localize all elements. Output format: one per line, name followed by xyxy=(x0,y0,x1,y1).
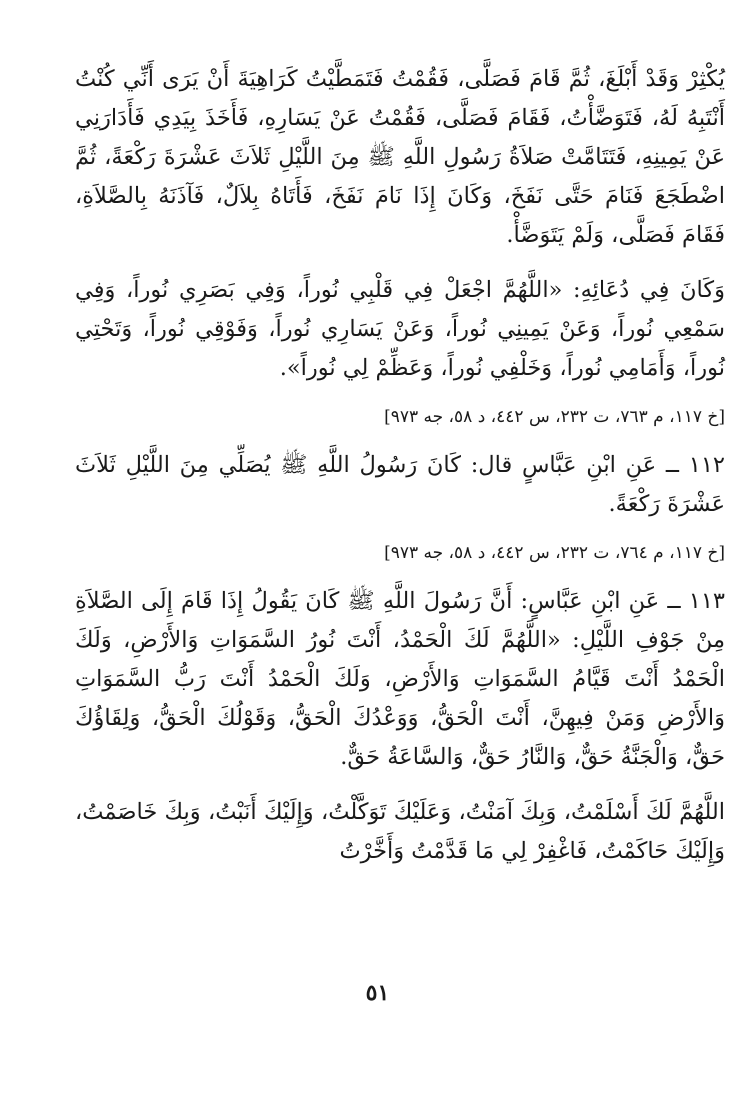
source-reference: [خ ١١٧، م ٧٦٤، ت ٢٣٢، س ٤٤٢، د ٥٨، جه ٩٧٣] xyxy=(384,543,725,563)
source-reference: [خ ١١٧، م ٧٦٣، ت ٢٣٢، س ٤٤٢، د ٥٨، جه ٩٧٣] xyxy=(384,407,725,427)
paragraph-dua: وَكَانَ فِي دُعَائِهِ: «اللَّهُمَّ اجْعَلْ فِي قَلْبِي نُوراً، وَفِي بَصَرِي نُوراً، وَفِي سَمْعِي نُوراً، وَعَنْ يَمِينِي نُوراً، وَعَنْ يَسَارِي نُوراً، وَفَوْقِي نُوراً، وَتَحْتِي نُوراً، وَأَمَامِي نُوراً، وَخَلْفِي نُوراً، وَعَظِّمْ لِي نُوراً». xyxy=(75,277,725,381)
hadith-112: ١١٢ ــ عَنِ ابْنِ عَبَّاسٍ قال: كَانَ رَسُولُ اللَّهِ ﷺ يُصَلِّي مِنَ اللَّيْلِ ثَلاَثَ عَشْرَةَ رَكْعَةً. xyxy=(75,452,725,517)
paragraph-hadith-continuation: يُكْثِرْ وَقَدْ أَبْلَغَ، ثُمَّ قَامَ فَصَلَّى، فَقُمْتُ فَتَمَطَّيْتُ كَرَاهِيَةَ أَنْ يَرَى أَنِّي كُنْتُ أَنْتَبِهُ لَهُ، فَتَوَضَّأْتُ، فَقَامَ فَصَلَّى، فَقُمْتُ عَنْ يَسَارِهِ، فَأَخَذَ بِيَدِي فَأَدَارَنِي عَنْ يَمِينِهِ، فَتَتَامَّتْ صَلاَةُ رَسُولِ اللَّهِ ﷺ مِنَ اللَّيْلِ ثَلاَثَ عَشْرَةَ رَكْعَةً، ثُمَّ اضْطَجَعَ فَنَامَ حَتَّى نَفَخَ، وَكَانَ إِذَا نَامَ نَفَخَ، فَأَتَاهُ بِلاَلٌ، فَآذَنَهُ بِالصَّلاَةِ، فَقَامَ فَصَلَّى، وَلَمْ يَتَوَضَّأْ. xyxy=(75,66,725,248)
hadith-113: ١١٣ ــ عَنِ ابْنِ عَبَّاسٍ: أَنَّ رَسُولَ اللَّهِ ﷺ كَانَ يَقُولُ إِذَا قَامَ إِلَى الصَّلاَةِ مِنْ جَوْفِ اللَّيْلِ: «اللَّهُمَّ لَكَ الْحَمْدُ، أَنْتَ نُورُ السَّمَوَاتِ وَالأَرْضِ، وَلَكَ الْحَمْدُ أَنْتَ قَيَّامُ السَّمَوَاتِ وَالأَرْضِ، وَلَكَ الْحَمْدُ أَنْتَ رَبُّ السَّمَوَاتِ وَالأَرْضِ وَمَنْ فِيهِنَّ، أَنْتَ الْحَقُّ، وَوَعْدُكَ الْحَقُّ، وَقَوْلُكَ الْحَقُّ، وَلِقَاؤُكَ حَقٌّ، وَالْجَنَّةُ حَقٌّ، وَالنَّارُ حَقٌّ، وَالسَّاعَةُ حَقٌّ. xyxy=(75,588,725,770)
book-page xyxy=(75,60,725,1036)
paragraph-gap xyxy=(75,777,725,793)
page-number: ٥١ xyxy=(365,980,390,1006)
paragraph-gap xyxy=(75,255,725,271)
paragraph-dua-continuation: اللَّهُمَّ لَكَ أَسْلَمْتُ، وَبِكَ آمَنْتُ، وَعَلَيْكَ تَوَكَّلْتُ، وَإِلَيْكَ أَنَبْتُ، وَبِكَ خَاصَمْتُ، وَإِلَيْكَ حَاكَمْتُ، فَاغْفِرْ لِي مَا قَدَّمْتُ وَأَخَّرْتُ xyxy=(75,799,725,864)
